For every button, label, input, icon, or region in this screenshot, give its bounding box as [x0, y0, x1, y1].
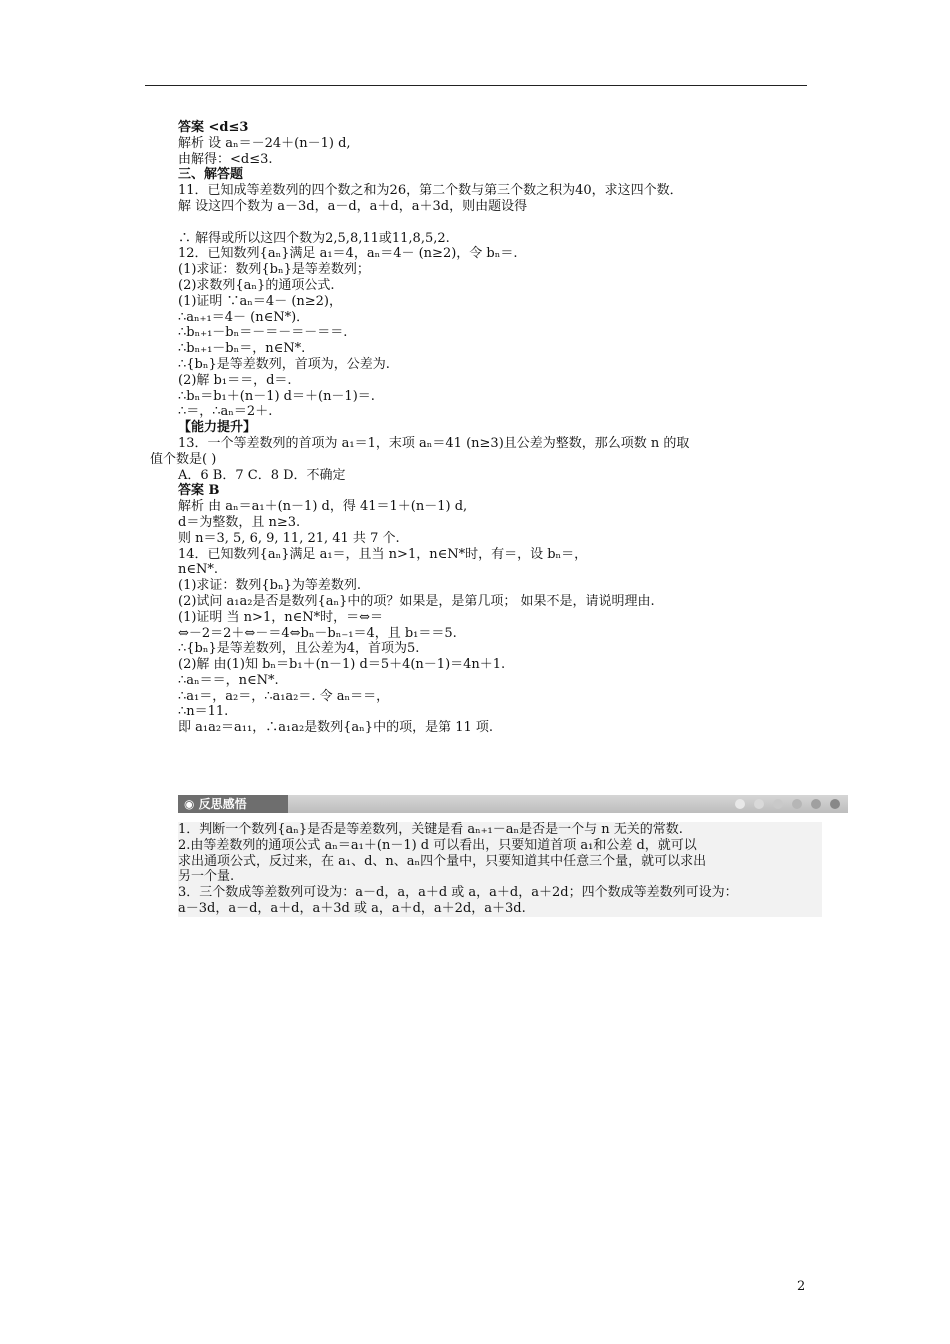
text-line: ∴{bₙ}是等差数列，首项为，公差为. — [178, 356, 390, 372]
dot-icon — [811, 799, 821, 809]
text-line: ⇔－2＝2＋⇔－＝4⇔bₙ－bₙ₋₁＝4，且 b₁＝＝5. — [178, 625, 457, 641]
reflection-banner — [178, 795, 848, 813]
reflection-line: 2.由等差数列的通项公式 aₙ＝a₁＋(n－1) d 可以看出，只要知道首项 a₁和公差 d，就可以 — [178, 837, 697, 853]
text-line: (1)求证：数列{bₙ}为等差数列. — [178, 578, 362, 594]
text-line: ∴ 解得或所以这四个数为2,5,8,11或11,8,5,2. — [178, 230, 450, 246]
reflection-box — [178, 822, 822, 917]
text-line: n∈N*. — [178, 562, 219, 578]
text-line: 13．一个等差数列的首项为 a₁＝1，末项 aₙ＝41 (n≥3)且公差为整数，那么项数 n 的取 — [178, 435, 690, 451]
text-line: ∴{bₙ}是等差数列，且公差为4，首项为5. — [178, 641, 420, 657]
decorative-dots — [735, 799, 840, 809]
text-line: (2)解 由(1)知 bₙ＝b₁＋(n－1) d＝5＋4(n－1)＝4n＋1. — [178, 657, 506, 673]
text-line: (2)求数列{aₙ}的通项公式. — [178, 277, 335, 293]
dot-icon — [830, 799, 840, 809]
text-line: ∴aₙ₊₁＝4－ (n∈N*)． — [178, 309, 310, 325]
text-line: 答案 B — [178, 483, 220, 499]
text-line: 答案 <d≤3 — [178, 120, 249, 135]
reflection-line: a－3d，a－d，a＋d，a＋3d 或 a，a＋d，a＋2d，a＋3d. — [178, 900, 526, 916]
text-line: 由解得：<d≤3. — [178, 151, 273, 167]
reflection-line: 3．三个数成等差数列可设为：a－d，a，a＋d 或 a，a＋d，a＋2d；四个数成等差数列可设为： — [178, 885, 738, 901]
text-line: ∴bₙ₊₁－bₙ＝，n∈N*. — [178, 341, 306, 357]
page-number: 2 — [797, 1279, 806, 1294]
reflection-line: 1．判断一个数列{aₙ}是否是等差数列，关键是看 aₙ₊₁－aₙ是否是一个与 n 无关的常数. — [178, 822, 683, 837]
text-line: 14．已知数列{aₙ}满足 a₁＝，且当 n>1，n∈N*时，有＝，设 bₙ＝， — [178, 546, 588, 562]
text-line: 值个数是( ) — [150, 451, 217, 467]
text-line: (1)证明 ∵aₙ＝4－ (n≥2)， — [178, 293, 343, 309]
text-line: 解析 由 aₙ＝a₁＋(n－1) d，得 41＝1＋(n－1) d, — [178, 499, 468, 515]
text-line: 则 n＝3, 5, 6, 9, 11, 21, 41 共 7 个. — [178, 530, 400, 546]
text-line: 【能力提升】 — [178, 420, 257, 436]
text-line: (1)求证：数列{bₙ}是等差数列； — [178, 262, 370, 278]
reflection-title: ◉ 反思感悟 — [178, 795, 288, 813]
text-line: 解 设这四个数为 a－3d，a－d，a＋d，a＋3d，则由题设得 — [178, 198, 528, 214]
dot-icon — [735, 799, 745, 809]
text-line: 三、解答题 — [178, 167, 244, 183]
document-body — [150, 120, 822, 736]
text-line: (2)试问 a₁a₂是否是数列{aₙ}中的项？如果是，是第几项； 如果不是，请说明理由. — [178, 593, 655, 609]
text-line: 即 a₁a₂＝a₁₁，∴a₁a₂是数列{aₙ}中的项，是第 11 项. — [178, 720, 494, 736]
header-rule — [145, 85, 807, 86]
text-line: ∴aₙ＝＝，n∈N*. — [178, 672, 279, 688]
text-line: 解析 设 aₙ＝－24＋(n－1) d, — [178, 135, 351, 151]
dot-icon — [754, 799, 764, 809]
dot-icon — [792, 799, 802, 809]
reflection-line: 求出通项公式，反过来，在 a₁、d、n、aₙ四个量中，只要知道其中任意三个量，就可以求出 — [178, 853, 707, 869]
text-line: ∴bₙ₊₁－bₙ＝－＝－＝－＝＝. — [178, 325, 348, 341]
text-line: A．6 B．7 C．8 D．不确定 — [178, 467, 346, 483]
text-line: ∴＝，∴aₙ＝2＋. — [178, 404, 273, 420]
text-line: 11．已知成等差数列的四个数之和为26，第二个数与第三个数之积为40，求这四个数． — [178, 183, 683, 199]
text-line: d＝为整数，且 n≥3. — [178, 514, 301, 530]
text-line: 12．已知数列{aₙ}满足 a₁＝4，aₙ＝4－ (n≥2)，令 bₙ＝. — [178, 246, 518, 262]
text-line: ∴n＝11. — [178, 704, 229, 720]
text-line: ∴bₙ＝b₁＋(n－1) d＝＋(n－1)＝. — [178, 388, 375, 404]
text-line: ∴a₁＝，a₂＝，∴a₁a₂＝. 令 aₙ＝＝， — [178, 688, 390, 704]
reflection-line: 另一个量. — [178, 869, 235, 885]
text-line: (2)解 b₁＝＝，d＝. — [178, 372, 292, 388]
text-line — [150, 215, 822, 231]
text-line: (1)证明 当 n>1，n∈N*时，＝⇔＝ — [178, 609, 383, 625]
dot-icon — [773, 799, 783, 809]
